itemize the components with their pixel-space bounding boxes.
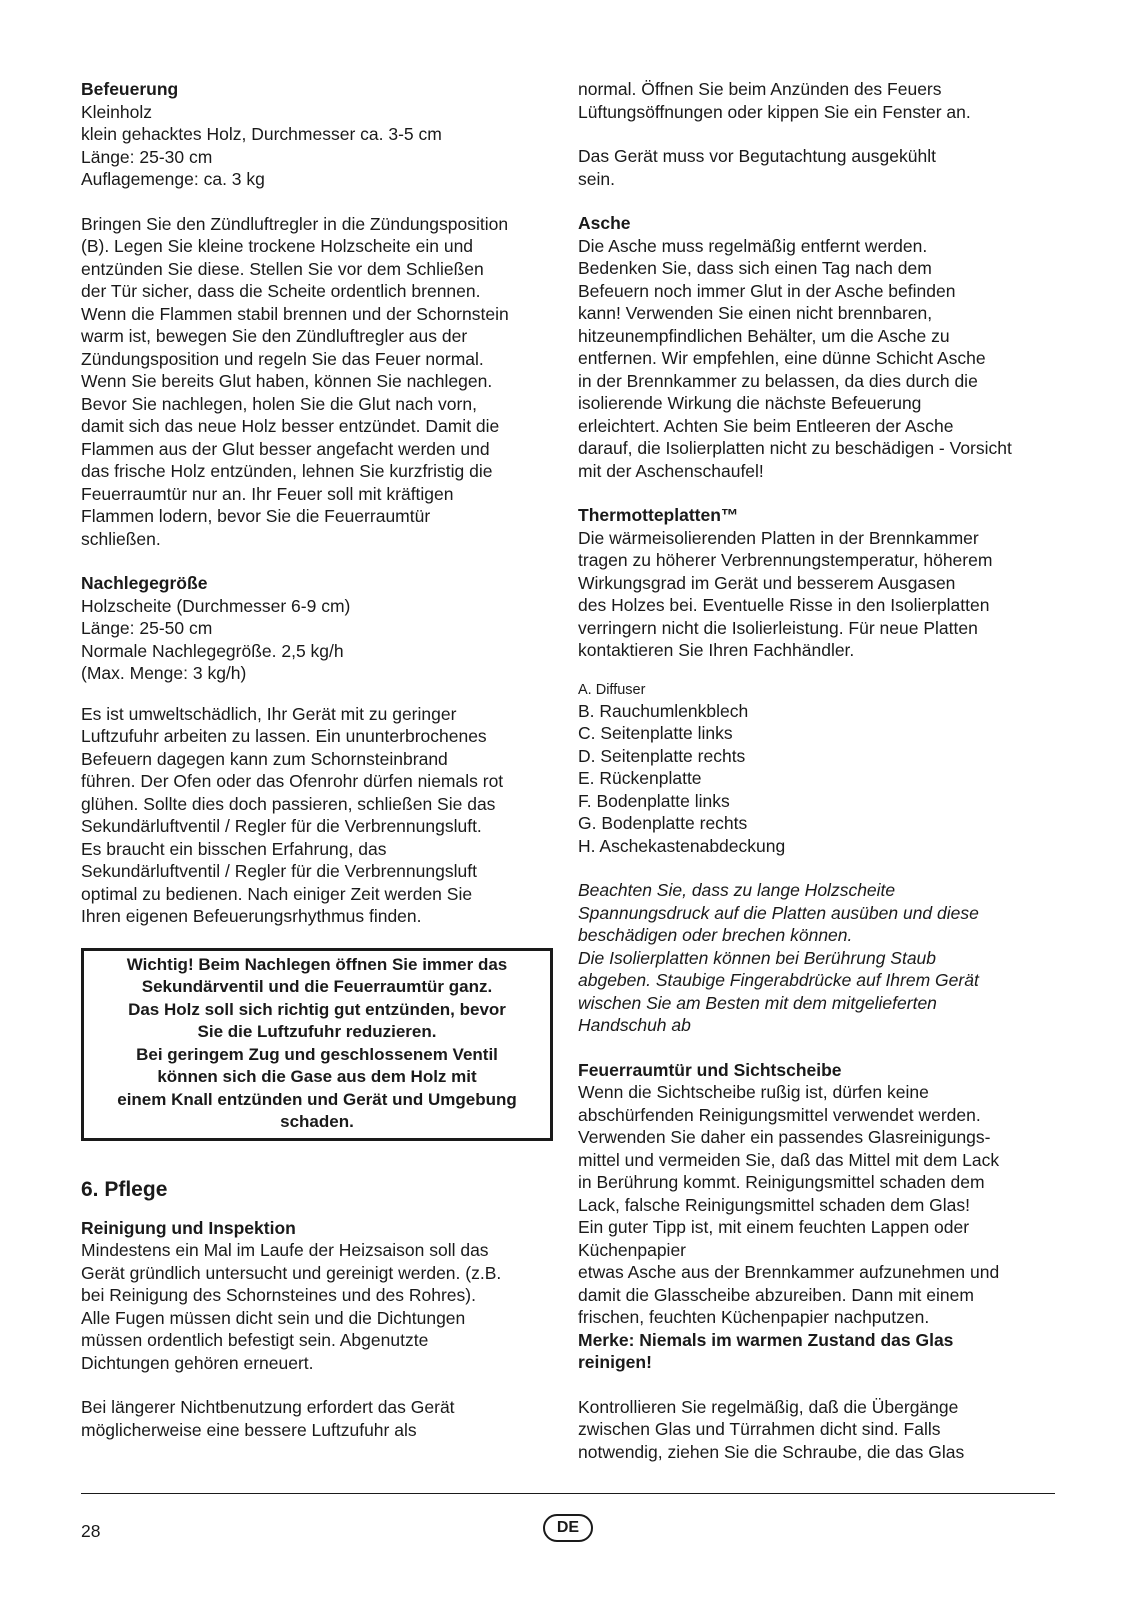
text-line: führen. Der Ofen oder das Ofenrohr dürfen niemals rot xyxy=(81,771,504,791)
text-line: entfernen. Wir empfehlen, eine dünne Schicht Asche xyxy=(578,348,986,368)
text-line: der Tür sicher, dass die Scheite ordentlich brennen. xyxy=(81,281,481,301)
text-line: das frische Holz entzünden, lehnen Sie kurzfristig die xyxy=(81,461,493,481)
text-line: abgeben. Staubige Fingerabdrücke auf Ihrem Gerät xyxy=(578,970,979,990)
spec-line: Länge: 25-30 cm xyxy=(81,146,213,167)
text-line: Luftzufuhr arbeiten zu lassen. Ein ununterbrochenes xyxy=(81,726,487,746)
text-line: abschürfenden Reinigungsmittel verwendet werden. xyxy=(578,1104,981,1125)
text-line: mit der Aschenschaufel! xyxy=(578,460,764,481)
intro-paragraph xyxy=(578,78,1058,123)
text-line: in der Brennkammer zu belassen, da dies durch die xyxy=(578,370,978,391)
warning-line: Sekundärventil und die Feuerraumtür ganz. xyxy=(141,977,493,996)
text-line: Die wärmeisolierenden Platten in der Brennkammer xyxy=(578,527,979,548)
spec-line: klein gehacktes Holz, Durchmesser ca. 3-5 cm xyxy=(81,124,442,144)
feuerraum-paragraph xyxy=(578,1081,1058,1329)
text-line: Befeuern noch immer Glut in der Asche befinden xyxy=(578,280,956,301)
text-line: isolierende Wirkung die nächste Befeuerung xyxy=(578,393,922,413)
text-line: optimal zu bedienen. Nach einiger Zeit werden Sie xyxy=(81,883,473,904)
text-line: Ein guter Tipp ist, mit einem feuchten Lappen oder xyxy=(578,1217,970,1237)
text-line: Bedenken Sie, dass sich einen Tag nach dem xyxy=(578,258,932,278)
list-item: F. Bodenplatte links xyxy=(578,790,730,811)
asche-paragraph xyxy=(578,235,1058,483)
befeuerung-paragraph xyxy=(81,213,551,551)
text-line: Handschuh ab xyxy=(578,1015,691,1035)
befeuerung-heading: Befeuerung xyxy=(81,79,179,99)
kontrolle-paragraph xyxy=(578,1396,1058,1464)
reinigung-paragraph xyxy=(81,1239,551,1374)
text-line: Beachten Sie, dass zu lange Holzscheite xyxy=(578,880,896,900)
text-line: warm ist, bewegen Sie den Zündluftregler aus der xyxy=(81,326,468,346)
text-line: bei Reinigung des Schornsteines und des Rohres). xyxy=(81,1285,476,1305)
list-item: B. Rauchumlenkblech xyxy=(578,700,749,721)
text-line: Feuerraumtür nur an. Ihr Feuer soll mit kräftigen xyxy=(81,483,454,504)
text-line: Wenn die Flammen stabil brennen und der Schornstein xyxy=(81,303,509,324)
umwelt-paragraph xyxy=(81,703,551,928)
text-line: schließen. xyxy=(81,528,161,549)
text-line: notwendig, ziehen Sie die Schraube, die das Glas xyxy=(578,1441,965,1462)
list-item: C. Seitenplatte links xyxy=(578,723,733,743)
text-line: Bringen Sie den Zündluftregler in die Zündungsposition xyxy=(81,213,509,234)
feuerraum-heading: Feuerraumtür und Sichtscheibe xyxy=(578,1059,842,1080)
text-line: müssen ordentlich befestigt sein. Abgenutzte xyxy=(81,1330,429,1350)
text-line: erleichtert. Achten Sie beim Entleeren der Asche xyxy=(578,415,954,436)
asche-heading: Asche xyxy=(578,213,631,233)
text-line: möglicherweise eine bessere Luftzufuhr als xyxy=(81,1419,417,1440)
text-line: Flammen lodern, bevor Sie die Feuerraumtür xyxy=(81,506,431,526)
text-line: Wirkungsgrad im Gerät und besserem Ausgasen xyxy=(578,572,956,593)
text-line: Kontrollieren Sie regelmäßig, daß die Übergänge xyxy=(578,1396,959,1417)
text-line: mittel und vermeiden Sie, daß das Mittel mit dem Lack xyxy=(578,1149,1000,1170)
text-line: Bei längerer Nichtbenutzung erfordert das Gerät xyxy=(81,1397,455,1417)
text-line: sein. xyxy=(578,168,615,189)
text-line: kontaktieren Sie Ihren Fachhändler. xyxy=(578,640,855,660)
thermotte-heading: Thermotteplatten™ xyxy=(578,505,739,525)
section-title: 6. Pflege xyxy=(81,1177,168,1201)
text-line: normal. Öffnen Sie beim Anzünden des Feuers xyxy=(578,79,942,99)
text-line: wischen Sie am Besten mit dem mitgelieferten xyxy=(578,992,937,1013)
spec-line: Normale Nachlegegröße. 2,5 kg/h xyxy=(81,640,344,661)
spec-line: Länge: 25-50 cm xyxy=(81,618,213,638)
text-line: kann! Verwenden Sie einen nicht brennbaren, xyxy=(578,303,933,323)
text-line: darauf, die Isolierplatten nicht zu beschädigen - Vorsicht xyxy=(578,438,1012,458)
note-paragraph xyxy=(578,879,1058,1037)
right-column xyxy=(578,78,1058,1463)
text-line: Flammen aus der Glut besser angefacht werden und xyxy=(81,438,490,459)
text-line: Wenn die Sichtscheibe rußig ist, dürfen keine xyxy=(578,1082,929,1102)
nachlege-specs xyxy=(81,595,551,685)
text-line: (B). Legen Sie kleine trockene Holzscheite ein und xyxy=(81,236,474,256)
text-line: hitzeunempfindlichen Behälter, um die Asche zu xyxy=(578,325,950,346)
text-line: Verwenden Sie daher ein passendes Glasreinigungs- xyxy=(578,1127,991,1147)
text-line: Die Asche muss regelmäßig entfernt werden. xyxy=(578,235,928,256)
text-line: Die Isolierplatten können bei Berührung Staub xyxy=(578,947,937,968)
text-line: Spannungsdruck auf die Platten ausüben und diese xyxy=(578,902,979,923)
text-line: in Berührung kommt. Reinigungsmittel schaden dem xyxy=(578,1172,985,1192)
text-line: Das Gerät muss vor Begutachtung ausgekühlt xyxy=(578,146,936,166)
text-line: Sekundärluftventil / Regler für die Verbrennungsluft xyxy=(81,861,477,881)
spec-line: Kleinholz xyxy=(81,101,153,122)
text-line: des Holzes bei. Eventuelle Risse in den Isolierplatten xyxy=(578,595,990,615)
left-column xyxy=(81,78,551,1441)
text-line: damit die Glasscheibe abzureiben. Dann mit einem xyxy=(578,1284,974,1305)
language-badge: DE xyxy=(543,1514,593,1542)
text-line: tragen zu höherer Verbrennungstemperatur, höherem xyxy=(578,550,993,570)
text-line: Befeuern dagegen kann zum Schornsteinbrand xyxy=(81,748,448,769)
text-line: Lüftungsöffnungen oder kippen Sie ein Fenster an. xyxy=(578,101,971,122)
text-line: Bevor Sie nachlegen, holen Sie die Glut nach vorn, xyxy=(81,393,477,414)
list-item: E. Rückenplatte xyxy=(578,768,702,788)
text-line: glühen. Sollte dies doch passieren, schließen Sie das xyxy=(81,793,496,814)
text-line: Mindestens ein Mal im Laufe der Heizsaison soll das xyxy=(81,1240,489,1260)
thermotte-paragraph xyxy=(578,527,1058,662)
text-line: Es ist umweltschädlich, Ihr Gerät mit zu geringer xyxy=(81,703,457,724)
spec-line: Holzscheite (Durchmesser 6-9 cm) xyxy=(81,595,351,616)
text-line: Gerät gründlich untersucht und gereinigt werden. (z.B. xyxy=(81,1262,502,1283)
text-line: beschädigen oder brechen können. xyxy=(578,925,853,945)
warning-line: Das Holz soll sich richtig gut entzünden, bevor xyxy=(128,999,506,1019)
befeuerung-specs xyxy=(81,101,551,191)
spec-line: (Max. Menge: 3 kg/h) xyxy=(81,663,247,683)
page-number: 28 xyxy=(81,1521,101,1541)
warning-line: Wichtig! Beim Nachlegen öffnen Sie immer das xyxy=(126,954,508,974)
text-line: reinigen! xyxy=(578,1352,652,1372)
text-line: Alle Fugen müssen dicht sein und die Dichtungen xyxy=(81,1307,466,1328)
parts-list xyxy=(578,680,1058,858)
text-line: Küchenpapier xyxy=(578,1239,686,1260)
text-line: Dichtungen gehören erneuert. xyxy=(81,1352,314,1373)
begutachtung-paragraph xyxy=(578,145,1058,190)
warning-line: können sich die Gase aus dem Holz mit xyxy=(157,1067,477,1086)
warning-line: schaden. xyxy=(280,1112,354,1131)
text-line: zwischen Glas und Türrahmen dicht sind. Falls xyxy=(578,1419,941,1439)
warning-box xyxy=(81,948,553,1141)
text-line: Wenn Sie bereits Glut haben, können Sie nachlegen. xyxy=(81,371,493,391)
text-line: Lack, falsche Reinigungsmittel schaden dem Glas! xyxy=(578,1194,971,1215)
text-line: Sekundärluftventil / Regler für die Verbrennungsluft. xyxy=(81,816,482,836)
text-line: Merke: Niemals im warmen Zustand das Glas xyxy=(578,1329,954,1350)
warning-line: Bei geringem Zug und geschlossenem Ventil xyxy=(136,1044,498,1064)
text-line: etwas Asche aus der Brennkammer aufzunehmen und xyxy=(578,1262,1000,1282)
footer-divider xyxy=(81,1493,1055,1494)
nachlege-heading: Nachlegegröße xyxy=(81,573,208,593)
warning-line: Sie die Luftzufuhr reduzieren. xyxy=(197,1022,437,1041)
text-line: entzünden Sie diese. Stellen Sie vor dem Schließen xyxy=(81,258,484,279)
list-item: D. Seitenplatte rechts xyxy=(578,745,746,766)
text-line: Es braucht ein bisschen Erfahrung, das xyxy=(81,838,387,859)
text-line: damit sich das neue Holz besser entzündet. Damit die xyxy=(81,416,500,436)
spec-line: Auflagemenge: ca. 3 kg xyxy=(81,169,265,189)
text-line: Zündungsposition und regeln Sie das Feuer normal. xyxy=(81,348,484,369)
list-item: A. Diffuser xyxy=(578,681,646,698)
list-item: H. Aschekastenabdeckung xyxy=(578,835,786,856)
text-line: frischen, feuchten Küchenpapier nachputzen. xyxy=(578,1307,930,1327)
list-item: G. Bodenplatte rechts xyxy=(578,813,748,833)
text-line: verringern nicht die Isolierleistung. Für neue Platten xyxy=(578,617,978,638)
nichtbenutzung-paragraph xyxy=(81,1396,551,1441)
text-line: Ihren eigenen Befeuerungsrhythmus finden. xyxy=(81,906,422,926)
reinigung-heading: Reinigung und Inspektion xyxy=(81,1217,296,1238)
merke-note xyxy=(578,1329,1058,1374)
warning-line: einem Knall entzünden und Gerät und Umgebung xyxy=(117,1089,517,1109)
